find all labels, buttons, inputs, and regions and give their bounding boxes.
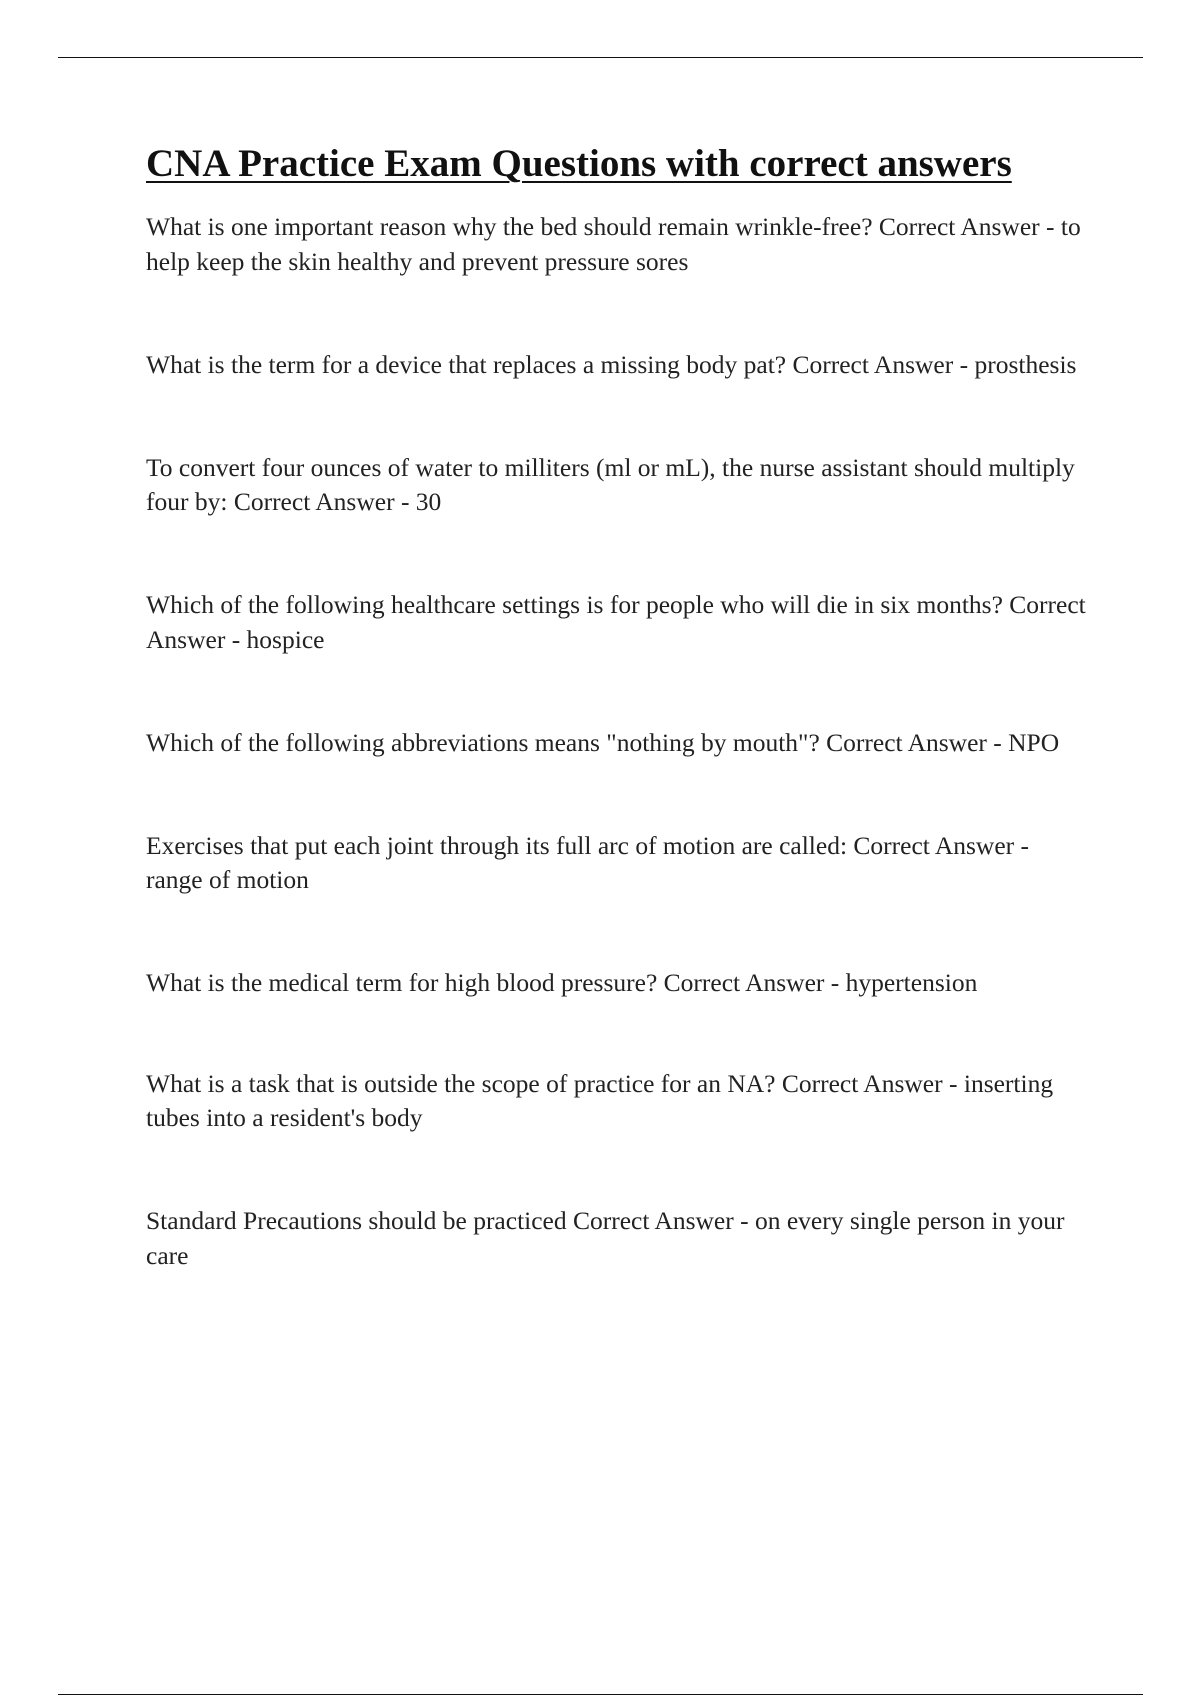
qa-item: To convert four ounces of water to milliters (ml or mL), the nurse assistant should multiply four by: Correct Answer - 30 xyxy=(146,452,1075,516)
qa-item: Exercises that put each joint through its full arc of motion are called: Correct Answer - range of motion xyxy=(146,830,1030,894)
page-title: CNA Practice Exam Questions with correct answers xyxy=(146,142,1012,185)
qa-item: Which of the following healthcare settings is for people who will die in six months? Correct Answer - hospice xyxy=(146,590,1086,654)
qa-list xyxy=(146,210,1086,1342)
qa-item: What is the medical term for high blood pressure? Correct Answer - hypertension xyxy=(146,968,978,997)
qa-item: What is a task that is outside the scope of practice for an NA? Correct Answer - inserting tubes into a resident's body xyxy=(146,1068,1054,1132)
qa-item: What is the term for a device that replaces a missing body pat? Correct Answer - prosthesis xyxy=(146,349,1077,379)
qa-item: Which of the following abbreviations means "nothing by mouth"? Correct Answer - NPO xyxy=(146,727,1060,757)
bottom-divider xyxy=(58,1694,1143,1695)
qa-item: What is one important reason why the bed should remain wrinkle-free? Correct Answer - to help keep the skin healthy and prevent pressure sores xyxy=(146,212,1081,276)
top-divider xyxy=(58,57,1143,58)
qa-item: Standard Precautions should be practiced Correct Answer - on every single person in your care xyxy=(146,1206,1065,1270)
